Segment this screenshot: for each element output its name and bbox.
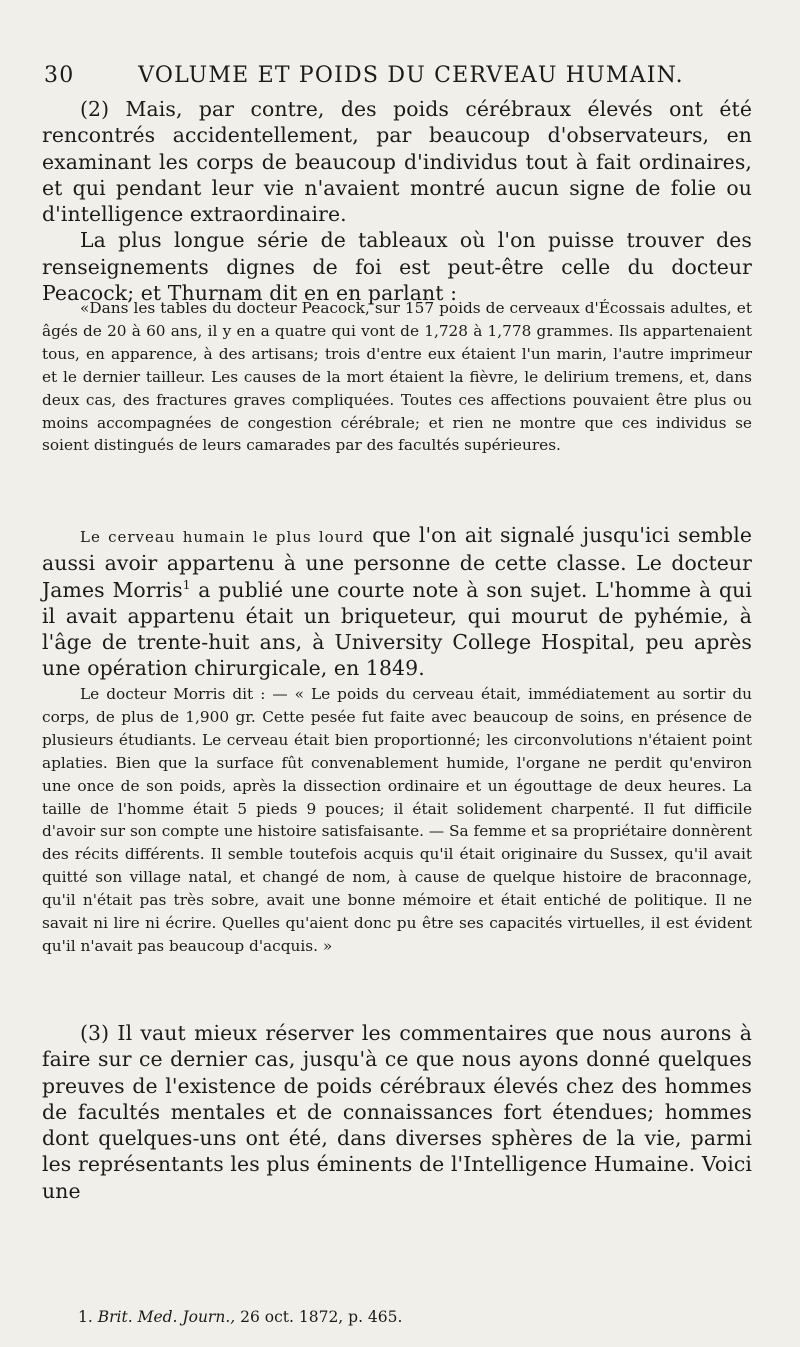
- running-title: VOLUME ET POIDS DU CERVEAU HUMAIN.: [138, 63, 684, 88]
- page-header: [44, 63, 710, 89]
- small-caps-heading: Le cerveau humain le plus lourd: [80, 528, 365, 546]
- page-number: 30: [44, 63, 75, 88]
- footnote-marker: 1.: [78, 1308, 93, 1326]
- footnote-reference: 26 oct. 1872, p. 465.: [240, 1308, 403, 1326]
- footnote-source: Brit. Med. Journ.,: [97, 1308, 236, 1326]
- paragraph-heaviest-brain-text-a: que l'on ait signalé jusqu'ici semble aussi avoir appartenu à une personne de cette classe. Le docteur James Morris: [42, 523, 752, 602]
- paragraph-2-block: [42, 96, 752, 306]
- paragraph-heaviest-brain: [42, 522, 752, 682]
- footnote-ref: 1: [182, 577, 191, 592]
- quote-peacock-text: «Dans les tables du docteur Peacock, sur 157 poids de cerveaux d'Écossais adultes, et âgés de 20 à 60 ans, il y en a quatre qui vont de 1,728 à 1,778 grammes. Ils appartenaient tous, en apparence, à des artisans; trois d'entre eux étaient l'un marin, l'autre imprimeur et le dernier tailleur. Les causes de la mort étaient la fièvre, le delirium tremens, et, dans deux cas, des fractures graves compliquées. Toutes ces affections pouvaient être plus ou moins accompagnées de congestion cérébrale; et rien ne montre que ces individus se soient distingués de leurs camarades par des facultés supérieures.: [42, 299, 752, 455]
- quote-peacock: [42, 297, 752, 457]
- paragraph-heaviest-brain-block: [42, 522, 752, 682]
- quote-morris-text: Le docteur Morris dit : — « Le poids du cerveau était, immédiatement au sortir du corps, de plus de 1,900 gr. Cette pesée fut faite avec beaucoup de soins, en présence de plusieurs étudiants. Le cerveau était bien proportionné; les circonvolutions n'étaient point aplaties. Bien que la surface fût convenablement humide, l'organe ne perdit qu'environ une once de son poids, après la dissection ordinaire et un égouttage de deux heures. La taille de l'homme était 5 pieds 9 pouces; il était solidement charpenté. Il fut difficile d'avoir sur son compte une histoire satisfaisante. — Sa femme et sa propriétaire donnèrent des récits différents. Il semble toutefois acquis qu'il était originaire du Sussex, qu'il avait quitté son village natal, et changé de nom, à cause de quelque histoire de braconnage, qu'il n'était pas très sobre, avait une bonne mémoire et était entiché de politique. Il ne savait ni lire ni écrire. Quelles qu'aient donc pu être ses capacités virtuelles, il est évident qu'il n'avait pas beaucoup d'acquis. »: [42, 685, 752, 955]
- paragraph-3-block: [42, 1020, 752, 1204]
- paragraph-2: (2) Mais, par contre, des poids cérébraux élevés ont été rencontrés accidentellement, par beaucoup d'observateurs, en examinant les corps de beaucoup d'individus tout à fait ordinaires, et qui pendant leur vie n'avaient montré aucun signe de folie ou d'intelligence extraordinaire.: [42, 97, 752, 227]
- paragraph-peacock: La plus longue série de tableaux où l'on puisse trouver des renseignements dignes de foi est peut-être celle du docteur Peacock; et Thurnam dit en en parlant :: [42, 228, 752, 306]
- paragraph-3: (3) Il vaut mieux réserver les commentaires que nous aurons à faire sur ce dernier cas, jusqu'à ce que nous ayons donné quelques preuves de l'existence de poids cérébraux élevés chez des hommes de facultés mentales et de connaissances fort étendues; hommes dont quelques-uns ont été, dans diverses sphères de la vie, parmi les représentants les plus éminents de l'Intelligence Humaine. Voici une: [42, 1021, 752, 1203]
- footnote: [78, 1308, 402, 1326]
- quote-morris: [42, 683, 752, 958]
- paragraph-heaviest-brain-text-b: a publié une courte note à son sujet. L'homme à qui il avait appartenu était un briqueteur, qui mourut de pyhémie, à l'âge de trente-huit ans, à University College Hospital, peu après une opération chirurgicale, en 1849.: [42, 577, 752, 681]
